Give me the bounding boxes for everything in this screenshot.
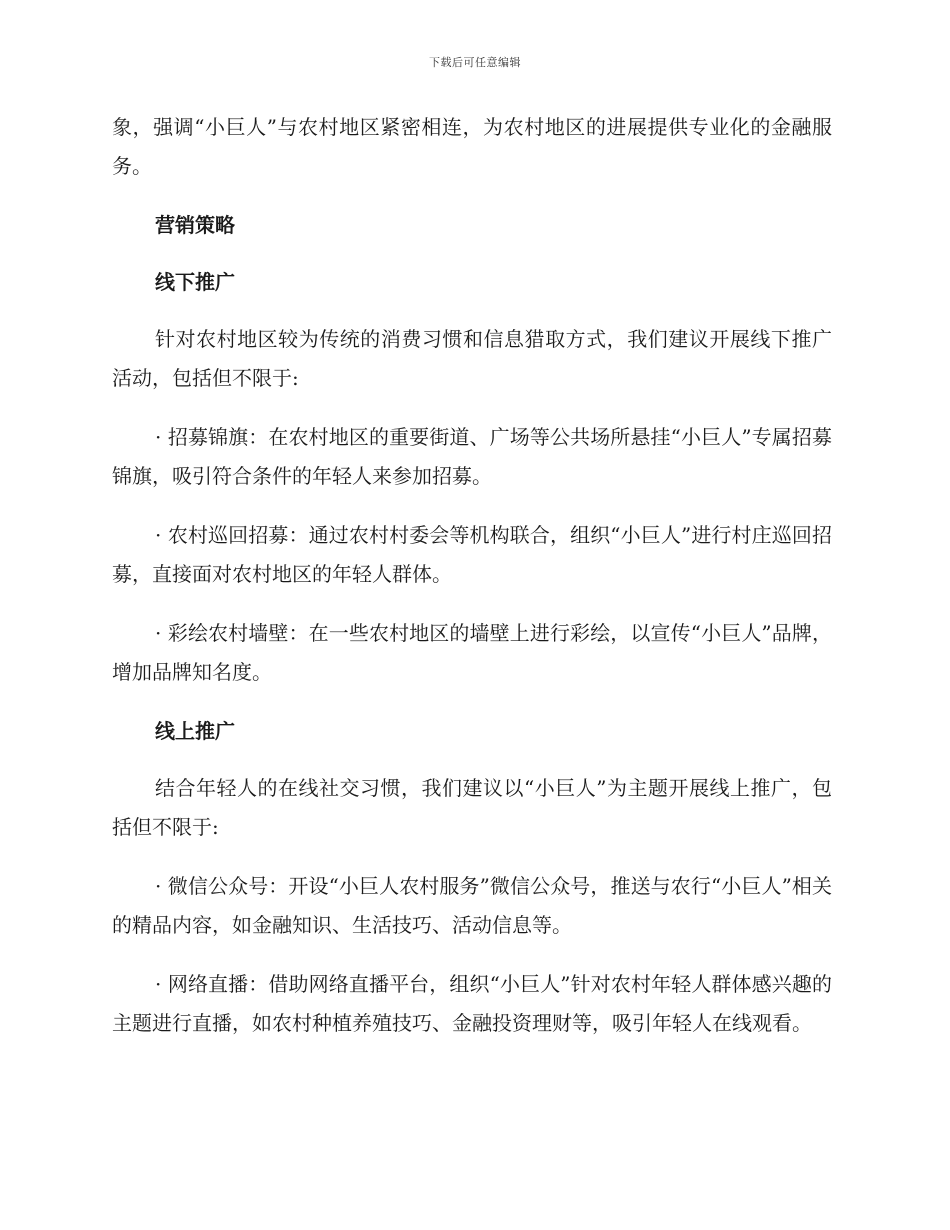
heading-marketing-strategy: 营销策略 [155,213,235,237]
paragraph-intro-continuation: 象，强调“小巨人”与农村地区紧密相连，为农村地区的进展提供专业化的金融服务。 [112,115,832,178]
heading-online-promotion: 线上推广 [155,719,235,743]
list-item-village-tour: · 农村巡回招募：通过农村村委会等机构联合，组织“小巨人”进行村庄巡回招募，直接面对农村地区的年轻人群体。 [112,523,832,586]
page-header: 下载后可任意编辑 [429,56,521,69]
paragraph-online-intro: 结合年轻人的在线社交习惯，我们建议以“小巨人”为主题开展线上推广，包括但不限于: [112,776,832,839]
list-item-wechat: · 微信公众号：开设“小巨人农村服务”微信公众号，推送与农行“小巨人”相关的精品内容，如金融知识、生活技巧、活动信息等。 [112,874,832,937]
list-item-wall-painting: · 彩绘农村墙壁：在一些农村地区的墙壁上进行彩绘，以宣传“小巨人”品牌，增加品牌知名度。 [112,621,832,684]
list-item-recruit-banner: · 招募锦旗：在农村地区的重要街道、广场等公共场所悬挂“小巨人”专属招募锦旗，吸引符合条件的年轻人来参加招募。 [112,425,832,488]
document-body [112,108,832,1063]
paragraph-offline-intro: 针对农村地区较为传统的消费习惯和信息猎取方式，我们建议开展线下推广活动，包括但不限于: [112,327,832,390]
list-item-live-stream: · 网络直播：借助网络直播平台，组织“小巨人”针对农村年轻人群体感兴趣的主题进行直播，如农村种植养殖技巧、金融投资理财等，吸引年轻人在线观看。 [112,972,832,1035]
heading-offline-promotion: 线下推广 [155,270,235,294]
